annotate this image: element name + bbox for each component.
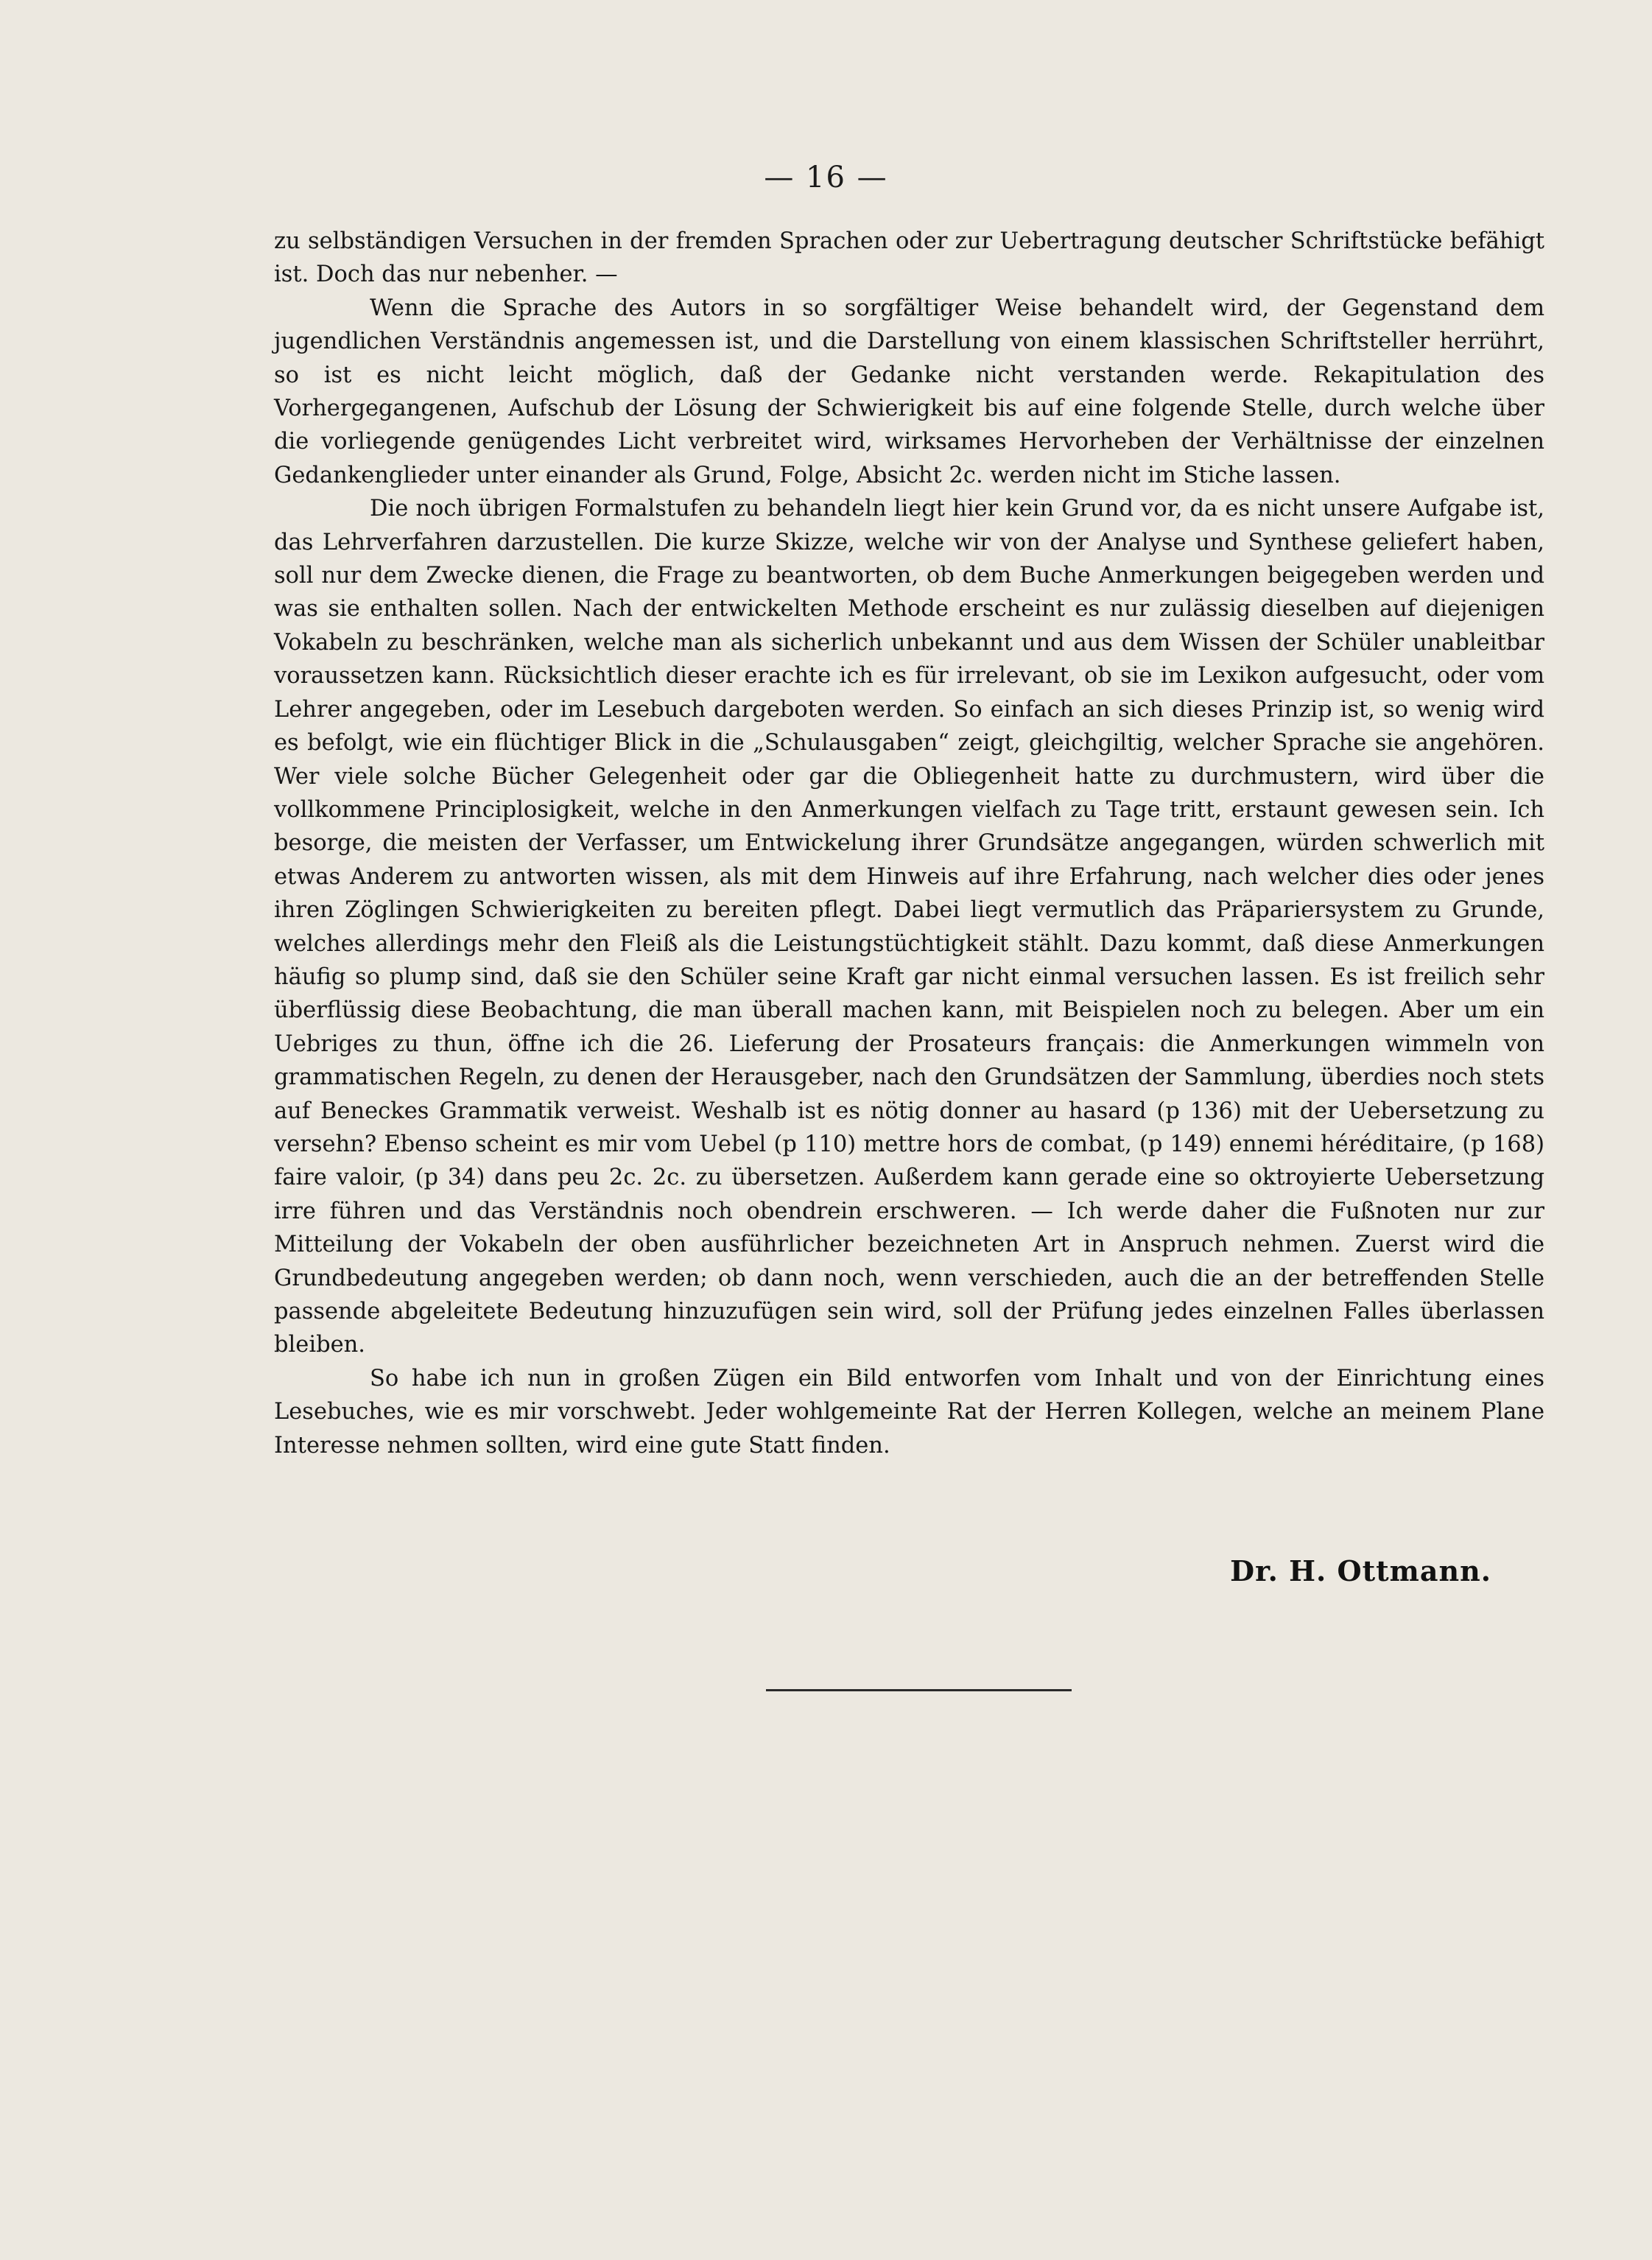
page-number: — 16 —	[764, 161, 888, 194]
paragraph-formal-stages: Die noch übrigen Formalstufen zu behandeln liegt hier kein Grund vor, da es nicht unsere Aufgabe ist, das Lehrverfahren darzustellen. Die kurze Skizze, welche wir von der Analyse und Synthese geliefert haben, soll nur dem Zwecke dienen, die Frage zu beantworten, ob dem Buche Anmerkungen beigegeben werden und was sie enthalten sollen. Nach der entwickelten Methode erscheint es nur zulässig dieselben auf diejenigen Vokabeln zu beschränken, welche man als sicherlich unbekannt und aus dem Wissen der Schüler unableitbar voraussetzen kann. Rücksichtlich dieser erachte ich es für irrelevant, ob sie im Lexikon aufgesucht, oder vom Lehrer angegeben, oder im Lesebuch dargeboten werden. So einfach an sich dieses Prinzip ist, so wenig wird es befolgt, wie ein flüchtiger Blick in die „Schulausgaben“ zeigt, gleichgiltig, welcher Sprache sie angehören. Wer viele solche Bücher Gelegenheit oder gar die Obliegenheit hatte zu durchmustern, wird über die vollkommene Principlosigkeit, welche in den Anmerkungen vielfach zu Tage tritt, erstaunt gewesen sein. Ich besorge, die meisten der Verfasser, um Entwickelung ihrer Grundsätze angegangen, würden schwerlich mit etwas Anderem zu antworten wissen, als mit dem Hinweis auf ihre Erfahrung, nach welcher dies oder jenes ihren Zöglingen Schwierigkeiten zu bereiten pflegt. Dabei liegt vermutlich das Präpariersystem zu Grunde, welches allerdings mehr den Fleiß als die Leistungstüchtigkeit stählt. Dazu kommt, daß diese Anmerkungen häufig so plump sind, daß sie den Schüler seine Kraft gar nicht einmal versuchen lassen. Es ist freilich sehr überflüssig diese Beobachtung, die man überall machen kann, mit Beispielen noch zu belegen. Aber um ein Uebriges zu thun, öffne ich die 26. Lieferung der Prosateurs français: die Anmerkungen wimmeln von grammatischen Regeln, zu denen der Herausgeber, nach den Grundsätzen der Sammlung, überdies noch stets auf Beneckes Grammatik verweist. Weshalb ist es nötig donner au hasard (p 136) mit der Uebersetzung zu versehn? Ebenso scheint es mir vom Uebel (p 110) mettre hors de combat, (p 149) ennemi héréditaire, (p 168) faire valoir, (p 34) dans peu 2c. 2c. zu übersetzen. Außerdem kann gerade eine so oktroyierte Uebersetzung irre führen und das Verständnis noch obendrein erschweren. — Ich werde daher die Fußnoten nur zur Mitteilung der Vokabeln der oben ausführlicher bezeichneten Art in Anspruch nehmen. Zuerst wird die Grundbedeutung angegeben werden; ob dann noch, wenn verschieden, auch die an der betreffenden Stelle passende abgeleitete Bedeutung hinzuzufügen sein wird, soll der Prüfung jedes einzelnen Falles überlassen bleiben.	[274, 496, 1544, 1358]
body-text	[274, 225, 1544, 1462]
paragraph-conclusion: So habe ich nun in großen Zügen ein Bild entworfen vom Inhalt und von der Einrichtung eines Lesebuches, wie es mir vorschwebt. Jeder wohlgemeinte Rat der Herren Kollegen, welche an meinem Plane Interesse nehmen sollten, wird eine gute Statt finden.	[274, 1365, 1544, 1459]
paragraph-continuation: zu selbständigen Versuchen in der fremden Sprachen oder zur Uebertragung deutscher Schriftstücke befähigt ist. Doch das nur nebenher. —	[274, 228, 1544, 288]
closing-rule	[766, 1689, 1072, 1691]
author-signature: Dr. H. Ottmann.	[1230, 1554, 1491, 1587]
paragraph-language-treatment: Wenn die Sprache des Autors in so sorgfältiger Weise behandelt wird, der Gegenstand dem jugendlichen Verständnis angemessen ist, und die Darstellung von einem klassischen Schriftsteller herrührt, so ist es nicht leicht möglich, daß der Gedanke nicht verstanden werde. Rekapitulation des Vorhergegangenen, Aufschub der Lösung der Schwierigkeit bis auf eine folgende Stelle, durch welche über die vorliegende genügendes Licht verbreitet wird, wirksames Hervorheben der Verhältnisse der einzelnen Gedankenglieder unter einander als Grund, Folge, Absicht 2c. werden nicht im Stiche lassen.	[274, 295, 1544, 488]
